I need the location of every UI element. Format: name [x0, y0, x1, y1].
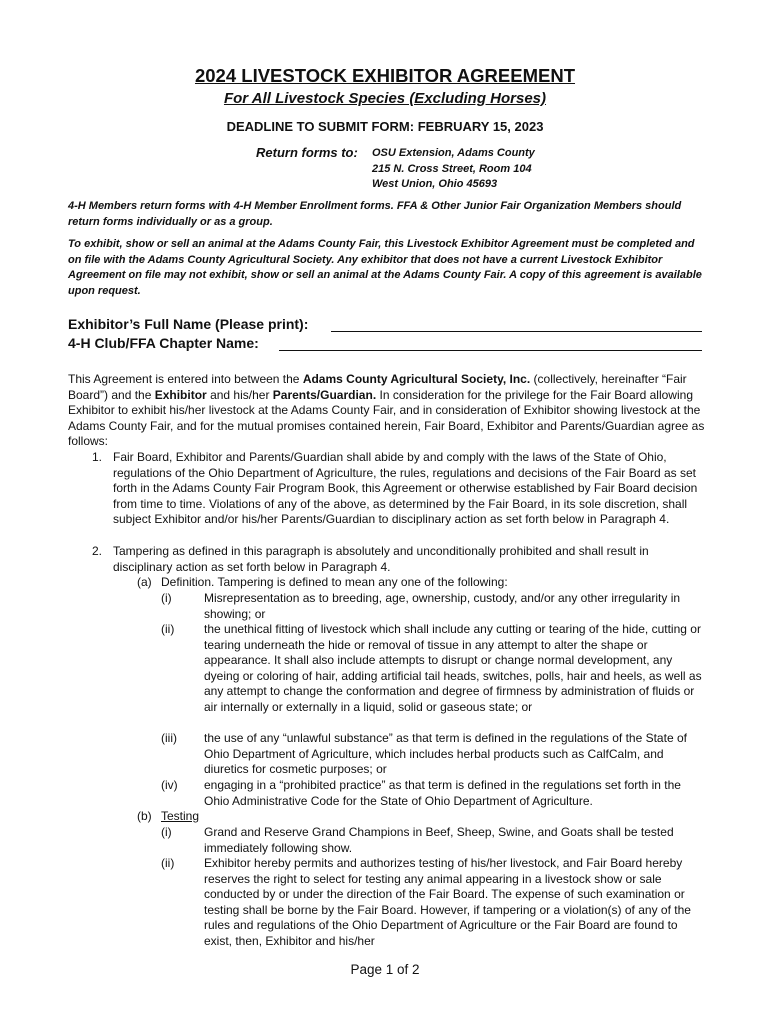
- item-2a-iv-text: engaging in a “prohibited practice” as that term is defined in the regulations set forth in the Ohio Administrative Code for the State of Ohio Department of Agriculture.: [204, 778, 681, 808]
- item-2a-ii-number: (ii): [161, 622, 175, 636]
- exhibitor-name-field[interactable]: [331, 331, 702, 332]
- item-2a-i-text: Misrepresentation as to breeding, age, ownership, custody, and/or any other irregularity in showing; or: [204, 591, 681, 621]
- page-number: Page 1 of 2: [350, 962, 420, 977]
- requirement-note: To exhibit, show or sell an animal at the Adams County Fair, this Livestock Exhibitor Agreement must be completed and on file with the Adams County Agricultural Society. Any exhibitor that does not have a current Livestock Exhibitor Agreement on file may not exhibit, show or sell an animal at the Adams County Fair. A copy of this agreement is available upon request.: [68, 238, 702, 297]
- address-line-3: West Union, Ohio 45693: [372, 178, 498, 190]
- item-2a-text: Definition. Tampering is defined to mean any one of the following:: [161, 575, 508, 589]
- fair-board-name: Adams County Agricultural Society, Inc.: [302, 372, 531, 386]
- club-name-label: 4-H Club/FFA Chapter Name:: [68, 335, 259, 351]
- document-subtitle: For All Livestock Species (Excluding Horses): [223, 90, 547, 107]
- item-2b-i-text: Grand and Reserve Grand Champions in Beef, Sheep, Swine, and Goats shall be tested immediately following show.: [204, 825, 674, 855]
- item-2a-ii-text: the unethical fitting of livestock which shall include any cutting or tearing of the hide, cutting or tearing underneath the hide or removal of tissue in any attempt to alter the shape or appearance. It shall also include attempts to disrupt or change normal development, any dyeing or coloring of hair, adding artificial tail heads, switches, polls, hair and heels, as well as any attempt to change the conformation and degree of firmness by administration of fluids or air internally or externally in a liquid, solid or gaseous state; or: [204, 622, 702, 714]
- item-2b-heading: Testing: [161, 809, 200, 823]
- item-2a-iii-number: (iii): [161, 731, 177, 745]
- intro-paragraph: This Agreement is entered into between the Adams County Agricultural Society, Inc. (collectively, hereinafter “Fair Board”) and the Exhibitor and his/her Parents/Guardian. In consideration for the privilege for the Fair Board allowing Exhibitor to exhibit his/her livestock at the Adams County Fair, and in consideration of Exhibitor showing livestock at the Adams County Fair, and for the mutual promises contained herein, Fair Board, Exhibitor and Parents/Guardian agree as follows:: [68, 372, 705, 449]
- item-2a-number: (a): [137, 575, 152, 589]
- return-forms-label: Return forms to:: [256, 145, 358, 160]
- item-2-text: Tampering as defined in this paragraph is absolutely and unconditionally prohibited and shall result in disciplinary action as set forth below in Paragraph 4.: [113, 544, 649, 574]
- item-1-text: Fair Board, Exhibitor and Parents/Guardian shall abide by and comply with the laws of the State of Ohio, regulations of the Ohio Department of Agriculture, the rules, regulations and decisions of the Fair Board as set forth in the Adams County Fair Program Book, this Agreement or otherwise established by Fair Board decision from time to time. Violations of any of the above, as determined by the Fair Board, in its sole discretion, shall subject Exhibitor and/or his/her Parents/Guardian to disciplinary action as set forth below in Paragraph 4.: [113, 450, 698, 527]
- item-2a-iii-text: the use of any “unlawful substance” as that term is defined in the regulations of the State of Ohio Department of Agriculture, which includes herbal products such as CalfCalm, and diuretics for cosmetic purposes; or: [204, 731, 687, 777]
- deadline-line: DEADLINE TO SUBMIT FORM: FEBRUARY 15, 2023: [226, 119, 544, 134]
- club-name-field[interactable]: [279, 350, 702, 351]
- item-2b-i-number: (i): [161, 825, 172, 839]
- item-2a-i-number: (i): [161, 591, 172, 605]
- document-title: 2024 LIVESTOCK EXHIBITOR AGREEMENT: [194, 65, 576, 86]
- exhibitor-name-label: Exhibitor’s Full Name (Please print):: [68, 316, 309, 332]
- address-line-1: OSU Extension, Adams County: [372, 147, 535, 159]
- item-2-number: 2.: [92, 544, 103, 558]
- parents-guardian-term: Parents/Guardian.: [272, 387, 377, 402]
- members-note: 4-H Members return forms with 4-H Member Enrollment forms. FFA & Other Junior Fair Organization Members should return forms individually or as a group.: [68, 200, 682, 228]
- exhibitor-term: Exhibitor: [154, 387, 207, 402]
- item-2b-number: (b): [137, 809, 152, 823]
- address-line-2: 215 N. Cross Street, Room 104: [372, 163, 532, 175]
- item-1-number: 1.: [92, 450, 103, 464]
- item-2b-ii-text: Exhibitor hereby permits and authorizes testing of his/her livestock, and Fair Board hereby reserves the right to select for testing any animal appearing in a livestock show or sale conducted by or under the direction of the Fair Board. The expense of such examination or testing shall be borne by the Fair Board. However, if tampering or a violation(s) of any of the rules and regulations of the Ohio Department of Agriculture or the Fair Board are found to exist, then, Exhibitor and his/her: [204, 856, 691, 948]
- item-2a-iv-number: (iv): [161, 778, 178, 792]
- item-2b-ii-number: (ii): [161, 856, 175, 870]
